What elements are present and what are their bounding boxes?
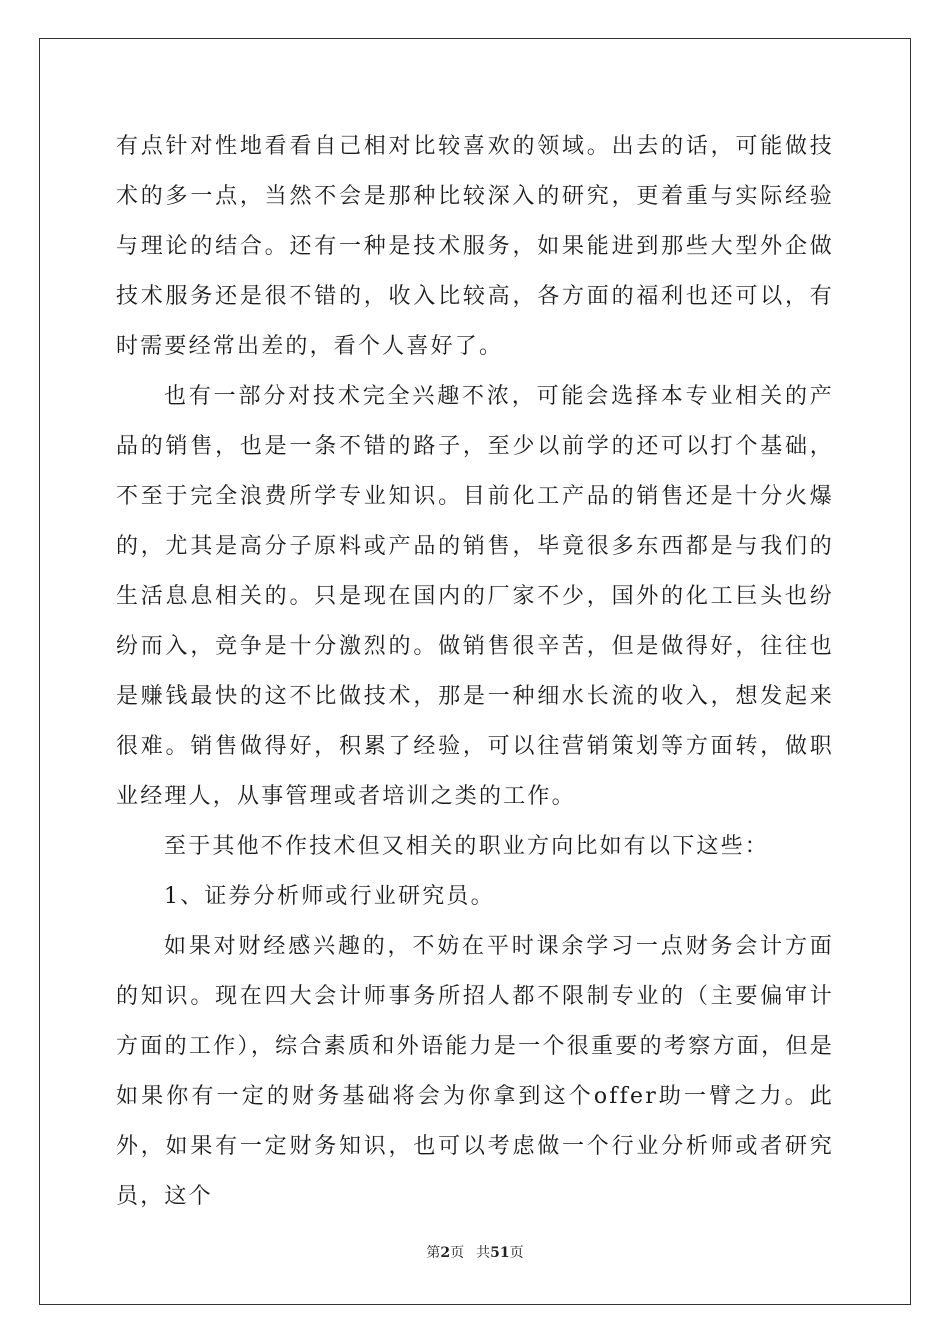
page-number: 第2页 [426, 1245, 465, 1261]
paragraph-1: 有点针对性地看看自己相对比较喜欢的领域。出去的话，可能做技术的多一点，当然不会是那种比较深入的研究，更着重与实际经验与理论的结合。还有一种是技术服务，如果能进到那些大型外企做技术服务还是很不错的，收入比较高，各方面的福利也还可以，有时需要经常出差的，看个人喜好了。 [116, 134, 834, 359]
paragraph-4: 1、证券分析师或行业研究员。 [164, 884, 495, 909]
paragraph-5: 如果对财经感兴趣的，不妨在平时课余学习一点财务会计方面的知识。现在四大会计师事务所招人都不限制专业的（主要偏审计方面的工作），综合素质和外语能力是一个很重要的考察方面，但是如果你有一定的财务基础将会为你拿到这个offer助一臂之力。此外，如果有一定财务知识，也可以考虑做一个行业分析师或者研究员，这个 [116, 934, 834, 1209]
page-total: 共51页 [476, 1245, 524, 1261]
paragraph-2: 也有一部分对技术完全兴趣不浓，可能会选择本专业相关的产品的销售，也是一条不错的路子，至少以前学的还可以打个基础，不至于完全浪费所学专业知识。目前化工产品的销售还是十分火爆的，尤其是高分子原料或产品的销售，毕竟很多东西都是与我们的生活息息相关的。只是现在国内的厂家不少，国外的化工巨头也纷纷而入，竞争是十分激烈的。做销售很辛苦，但是做得好，往往也是赚钱最快的这不比做技术，那是一种细水长流的收入，想发起来很难。销售做得好，积累了经验，可以往营销策划等方面转，做职业经理人，从事管理或者培训之类的工作。 [116, 384, 834, 809]
paragraph-3: 至于其他不作技术但又相关的职业方向比如有以下这些： [164, 834, 770, 859]
document-body [116, 122, 834, 1222]
page-footer [0, 1242, 950, 1262]
